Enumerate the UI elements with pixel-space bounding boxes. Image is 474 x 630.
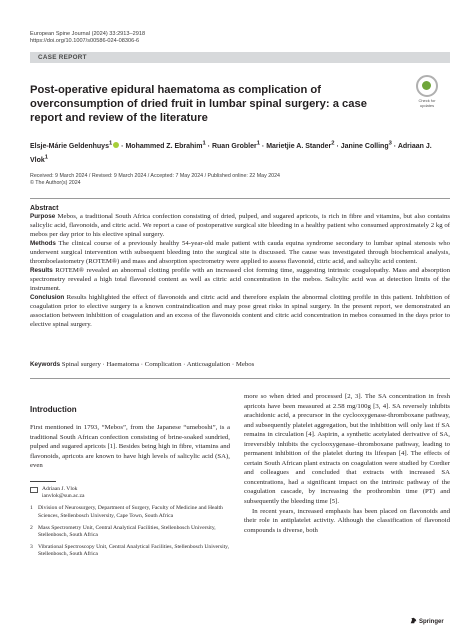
paragraph: In recent years, increased emphasis has been placed on flavonoids and their role in antiplatelet activity. Although the classification of flavonoid compounds is diverse, both (244, 507, 450, 534)
conclusion-label: Conclusion (30, 294, 65, 301)
author[interactable]: Mohammed Z. Ebrahim$^1$ (125, 141, 206, 151)
abstract-body (30, 212, 450, 329)
section-heading-introduction: Introduction (30, 405, 77, 414)
article-dates (30, 173, 280, 187)
affiliation: 3 Vibrational Spectroscopy Unit, Central Analytical Facilities, Stellenbosch University, Stellenbosch, South Africa (30, 544, 230, 558)
doi-link[interactable]: https://doi.org/10.1007/s00586-024-08306-6 (30, 38, 140, 45)
footnote-rule (30, 481, 56, 482)
paragraph: First mentioned in 1793, “Mebos”, from the Japanese “umeboshi”, is a traditional South African confection consisting of brine-soaked sundried, pulped and sugared apricots [1]. Besides being high in fibre, vitamins and flavonoids, apricots are known to have high levels of salicylic acid (SA), even (30, 424, 230, 470)
purpose-text: Mebos, a traditional South Africa confection consisting of dried, pulped, and sugared apricots, is rich in fibre and vitamins, but also contains salicylic acid, flavonoids, and citric acid. We report a case of postoperative surgical site bleeding in a healthy patient who consumed approximately 2 kg of mebos per day prior to his elective spinal surgery. (30, 213, 450, 238)
keywords-list: Spinal surgery · Haematoma · Complication · Anticoagulation · Mebos (61, 361, 255, 368)
article-title: Post-operative epidural haematoma as complication of overconsumption of dried fruit in lumbar spinal surgery: a case report and review of the literature (30, 84, 367, 124)
orcid-icon[interactable] (113, 142, 119, 148)
affiliation: 2 Mass Spectrometry Unit, Central Analytical Facilities, Stellenbosch University, Stellenbosch, South Africa (30, 524, 216, 539)
divider (30, 198, 450, 199)
history-dates: Received: 9 March 2024 / Revised: 9 March 2024 / Accepted: 7 May 2024 / Published online: 22 May 2024 (30, 173, 280, 179)
author[interactable]: Janine Colling$^3$ (340, 141, 392, 151)
keywords (30, 360, 254, 369)
journal-header (30, 31, 145, 46)
crossmark-icon (416, 75, 438, 97)
methods-text: The clinical course of a previously healthy 54-year-old male patient with cauda equina syndrome secondary to lumbar spinal stenosis who underwent surgical intervention with subsequent bleeding into the surgical site is discussed. The cause was investigated through biochemical analysis, thromboelastometry (ROTEM®) and mass and absorption spectrometry were applied to assess flavonoid, citric acid, and salicylic acid content. (30, 240, 450, 265)
author[interactable]: Elsje-Márie Geldenhuys$^1$ (30, 141, 113, 151)
author-list: Elsje-Márie Geldenhuys$^1$ · Mohammed Z. Ebrahim$^1$ · Ruan Grobler$^1$ · Marietjie A. Stander$^2$ · Janine Colling$^3$ · Adriaan J. Vlok$^1$ (30, 141, 432, 165)
affiliation: 1 Division of Neurosurgery, Department of Surgery, Faculty of Medicine and Health Sciences, Stellenbosch University, Cape Town, South Africa (30, 505, 223, 519)
envelope-icon (30, 487, 38, 493)
corresponding-author (30, 486, 230, 500)
springer-horse-icon (410, 617, 417, 624)
contact-email[interactable]: ianvlok@sun.ac.za (42, 493, 85, 500)
author[interactable]: Adriaan J. Vlok$^1$ (30, 143, 432, 165)
article-type-banner (30, 52, 450, 63)
purpose-label: Purpose (30, 213, 56, 220)
results-text: ROTEM® revealed an abnormal clotting profile with an increased clot forming time, suggesting intrinsic coagulopathy. Mass and absorption spectrometry revealed a high total flavonoid content as well as citric acid concentration in the mebos. Salicylic acid was at detection limits of the instrument. (30, 267, 450, 292)
keywords-label: Keywords (30, 361, 61, 368)
left-column (30, 423, 230, 471)
author[interactable]: Marietjie A. Stander$^2$ (266, 141, 335, 151)
check-for-updates-badge[interactable] (413, 75, 441, 113)
footnotes (30, 486, 230, 559)
results-label: Results (30, 267, 53, 274)
publisher-logo (410, 617, 444, 625)
divider (30, 378, 450, 379)
publisher-name: Springer (419, 619, 444, 625)
journal-citation: European Spine Journal (2024) 33:2913–2918 (30, 31, 146, 37)
methods-label: Methods (30, 240, 56, 247)
paragraph: more so when dried and processed [2, 3]. The SA concentration in fresh apricots have been measured at 2.58 mg/100g [3, 4]. SA reversely inhibits arachidonic acid, a precursor in the cyclooxygenase-thromboxane pathway, and subsequently platelet aggregation, but the inhibition will only last if SA remains in circulation [4]. Aspirin, a synthetic acetylated derivative of SA, irreversibly inhibits the cyclooxygenase–thromboxane pathway, leading to permanent inhibition of the platelet during its lifespan [4]. The effects of certain South African plant extracts on coagulation were studied by Cordier and colleagues and concluded that extracts with increased SA concentrations, had a significant impact on the intrinsic pathway of the coagulation cascade, by increasing the prothrombin time (PT) and subsequently the bleeding time [5]. (244, 393, 450, 506)
conclusion-text: Results highlighted the effect of flavonoids and citric acid and therefore explain the abnormal clotting profile in this patient. Inhibition of coagulation prior to elective surgery is a known contraindication and may pose great risks in spinal surgery. In the present report, we demonstrated an association between inhibition of coagulation and an excess of the flavonoids content and citric acid concentration in mebos consumed in the days prior to elective spinal surgery. (30, 294, 451, 328)
contact-name: Adriaan J. Vlok (42, 486, 78, 492)
copyright: © The Author(s) 2024 (30, 180, 81, 187)
author[interactable]: Ruan Grobler$^1$ (211, 141, 260, 151)
badge-line-1: Check for (418, 98, 436, 103)
abstract-heading: Abstract (30, 205, 59, 212)
badge-line-2: updates (419, 102, 435, 108)
article-type-label: CASE REPORT (38, 54, 87, 61)
right-column (244, 392, 450, 535)
